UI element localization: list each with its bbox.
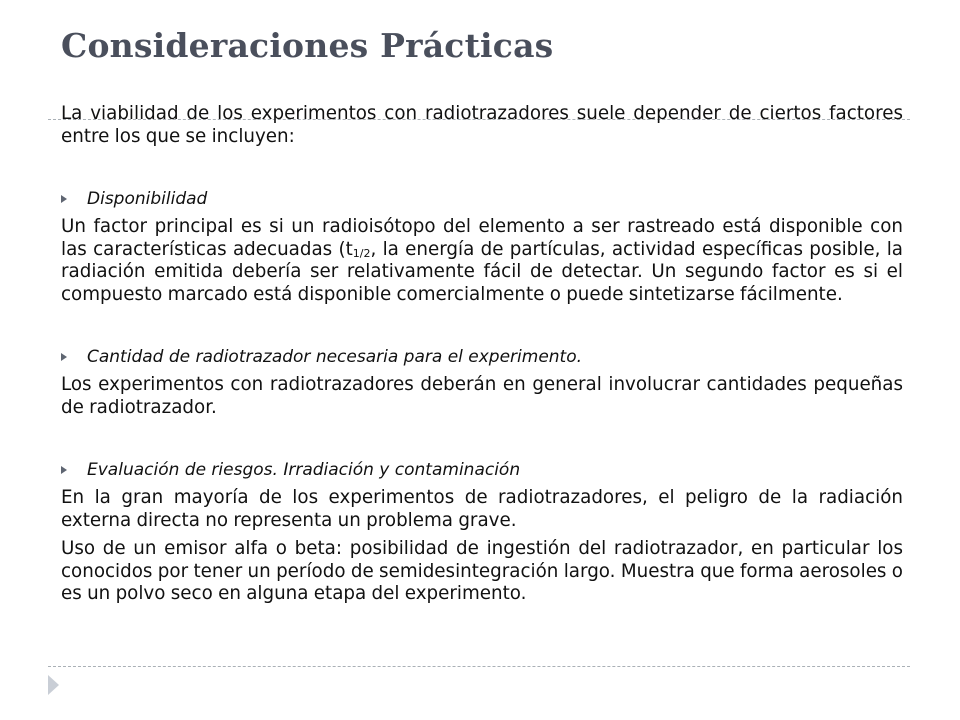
triangle-right-icon: [61, 466, 67, 474]
triangle-right-icon: [61, 195, 67, 203]
bullet-heading: Evaluación de riesgos. Irradiación y contaminación: [87, 460, 521, 480]
slide-content: [61, 103, 903, 606]
riesgos-paragraph-1: En la gran mayoría de los experimentos de radiotrazadores, el peligro de la radiación externa directa no representa un problema grave.: [61, 487, 903, 531]
paragraph-text: Un factor principal es si un radioisótopo del elemento a ser rastreado está disponible con las características adecuadas (t: [61, 216, 903, 260]
cantidad-paragraph: Los experimentos con radiotrazadores deberán en general involucrar cantidades pequeñas de radiotrazador.: [61, 374, 903, 418]
half-life-subscript: 1/2: [352, 246, 371, 260]
bullet-cantidad: [61, 346, 903, 368]
paragraph-text: , la energía de partículas, actividad específicas posible, la radiación emitida debería ser relativamente fácil de detectar. Un segundo factor es si el compuesto marcado está disponible comercialmente o puede sintetizarse fácilmente.: [61, 238, 903, 305]
bottom-dashed-divider: [48, 666, 910, 667]
slide-title: Consideraciones Prácticas: [61, 26, 554, 65]
footer-triangle-right-icon: [48, 675, 59, 695]
bullet-evaluacion-riesgos: [61, 459, 903, 481]
triangle-right-icon: [61, 353, 67, 361]
bullet-heading: Cantidad de radiotrazador necesaria para el experimento.: [87, 347, 583, 367]
riesgos-paragraph-2: Uso de un emisor alfa o beta: posibilidad de ingestión del radiotrazador, en particular los conocidos por tener un período de semidesintegración largo. Muestra que forma aerosoles o es un polvo seco en alguna etapa del experimento.: [61, 538, 903, 604]
bullet-disponibilidad: [61, 188, 903, 210]
bullet-heading: Disponibilidad: [87, 189, 208, 209]
disponibilidad-paragraph: [61, 216, 903, 306]
intro-paragraph: La viabilidad de los experimentos con radiotrazadores suele depender de ciertos factores entre los que se incluyen:: [61, 103, 903, 147]
